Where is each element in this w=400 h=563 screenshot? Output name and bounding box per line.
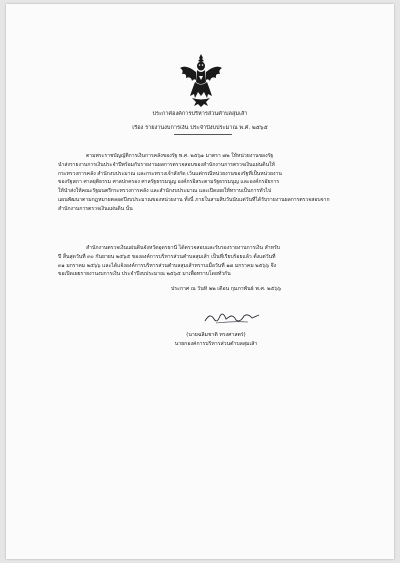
- title-divider: [174, 134, 232, 135]
- signer-name: (นายฉลิมชาติ ทรงศาสตร์): [186, 332, 246, 338]
- paragraph-2-line: สำนักงานตรวจเงินแผ่นดินจังหวัดอุดรธานี ได้ตรวจสอบและรับรองรายงานการเงิน สำหรับ: [86, 245, 280, 251]
- paragraph-1-line: ตามพระราชบัญญัติการเงินการคลังของรัฐ พ.ศ. ๒๕๖๑ มาตรา ๗๒ ให้หน่วยงานของรัฐ: [86, 153, 274, 159]
- paragraph-1-line: ของรัฐสภา ศาลยุติธรรม ศาลปกครอง ศาลรัฐธรรมนูญ องค์กรอิสระตามรัฐธรรมนูญ และองค์กรอัยการ: [58, 179, 280, 186]
- garuda-emblem-icon: [178, 52, 224, 108]
- paragraph-1-line: กระทรวงการคลัง สำนักงบประมาณ และกระทรวงเจ้าสังกัด เว้นแต่กรณีหน่วยงานของรัฐที่เป็นหน่วยงาน: [58, 170, 282, 177]
- paragraph-2: [58, 244, 358, 279]
- paragraph-2-line: ปี สิ้นสุดวันที่ ๓๐ กันยายน ๒๕๖๕ ขององค์การบริหารส่วนตำบลสุมเส้า เป็นที่เรียบร้อยแล้ว ตั้งแต่วันที่: [58, 253, 276, 260]
- paragraph-2-line: ขอเปิดเผยรายงานงบการเงิน ประจำปีงบประมาณ ๒๕๖๕ มาเพื่อทราบโดยทั่วกัน: [58, 271, 231, 278]
- paragraph-2-line: ๓๑ มกราคม ๒๕๖๖ และได้แจ้งองค์การบริหารส่วนตำบลสุมเส้าทราบเมื่อวันที่ ๑๗ มกราคม ๒๕๖๖ จึง: [58, 262, 277, 269]
- paragraph-1: [58, 152, 358, 214]
- document-title: ประกาศองค์การบริหารส่วนตำบลสุมเส้า: [152, 111, 248, 117]
- document-subject: เรื่อง รายงานงบการเงิน ประจำปีงบประมาณ พ.ศ. ๒๕๖๕: [132, 125, 268, 131]
- signer-position: นายกองค์การบริหารส่วนตำบลสุมเส้า: [174, 341, 258, 347]
- announcement-date: ประกาศ ณ วันที่ ๒๒ เดือน กุมภาพันธ์ พ.ศ. ๒๕๖๖: [170, 286, 282, 292]
- paragraph-1-line: ให้นำส่งให้คณะรัฐมนตรีกระทรวงการคลัง และสำนักงบประมาณ และเปิดเผยให้ทราบเป็นการทั่วไป: [58, 188, 272, 195]
- paragraph-1-line: นำส่งรายงานการเงินประจำปีพร้อมกับรายงานผลการตรวจสอบของสำนักงานการตรวจเงินแผ่นดินให้: [58, 161, 275, 168]
- handwritten-signature-icon: [202, 310, 262, 326]
- paragraph-1-line: สำนักงานการตรวจเงินแผ่นดิน นั้น: [58, 205, 133, 212]
- paragraph-1-line: แผนพัฒนาตามกฎหมายตลอดปีงบประมาณของหน่วยงาน ทั้งนี้ ภายในสามสิบวันนับแต่วันที่ได้รับรายงานผลการตรวจสอบจาก: [58, 196, 330, 203]
- document-page: [6, 4, 394, 559]
